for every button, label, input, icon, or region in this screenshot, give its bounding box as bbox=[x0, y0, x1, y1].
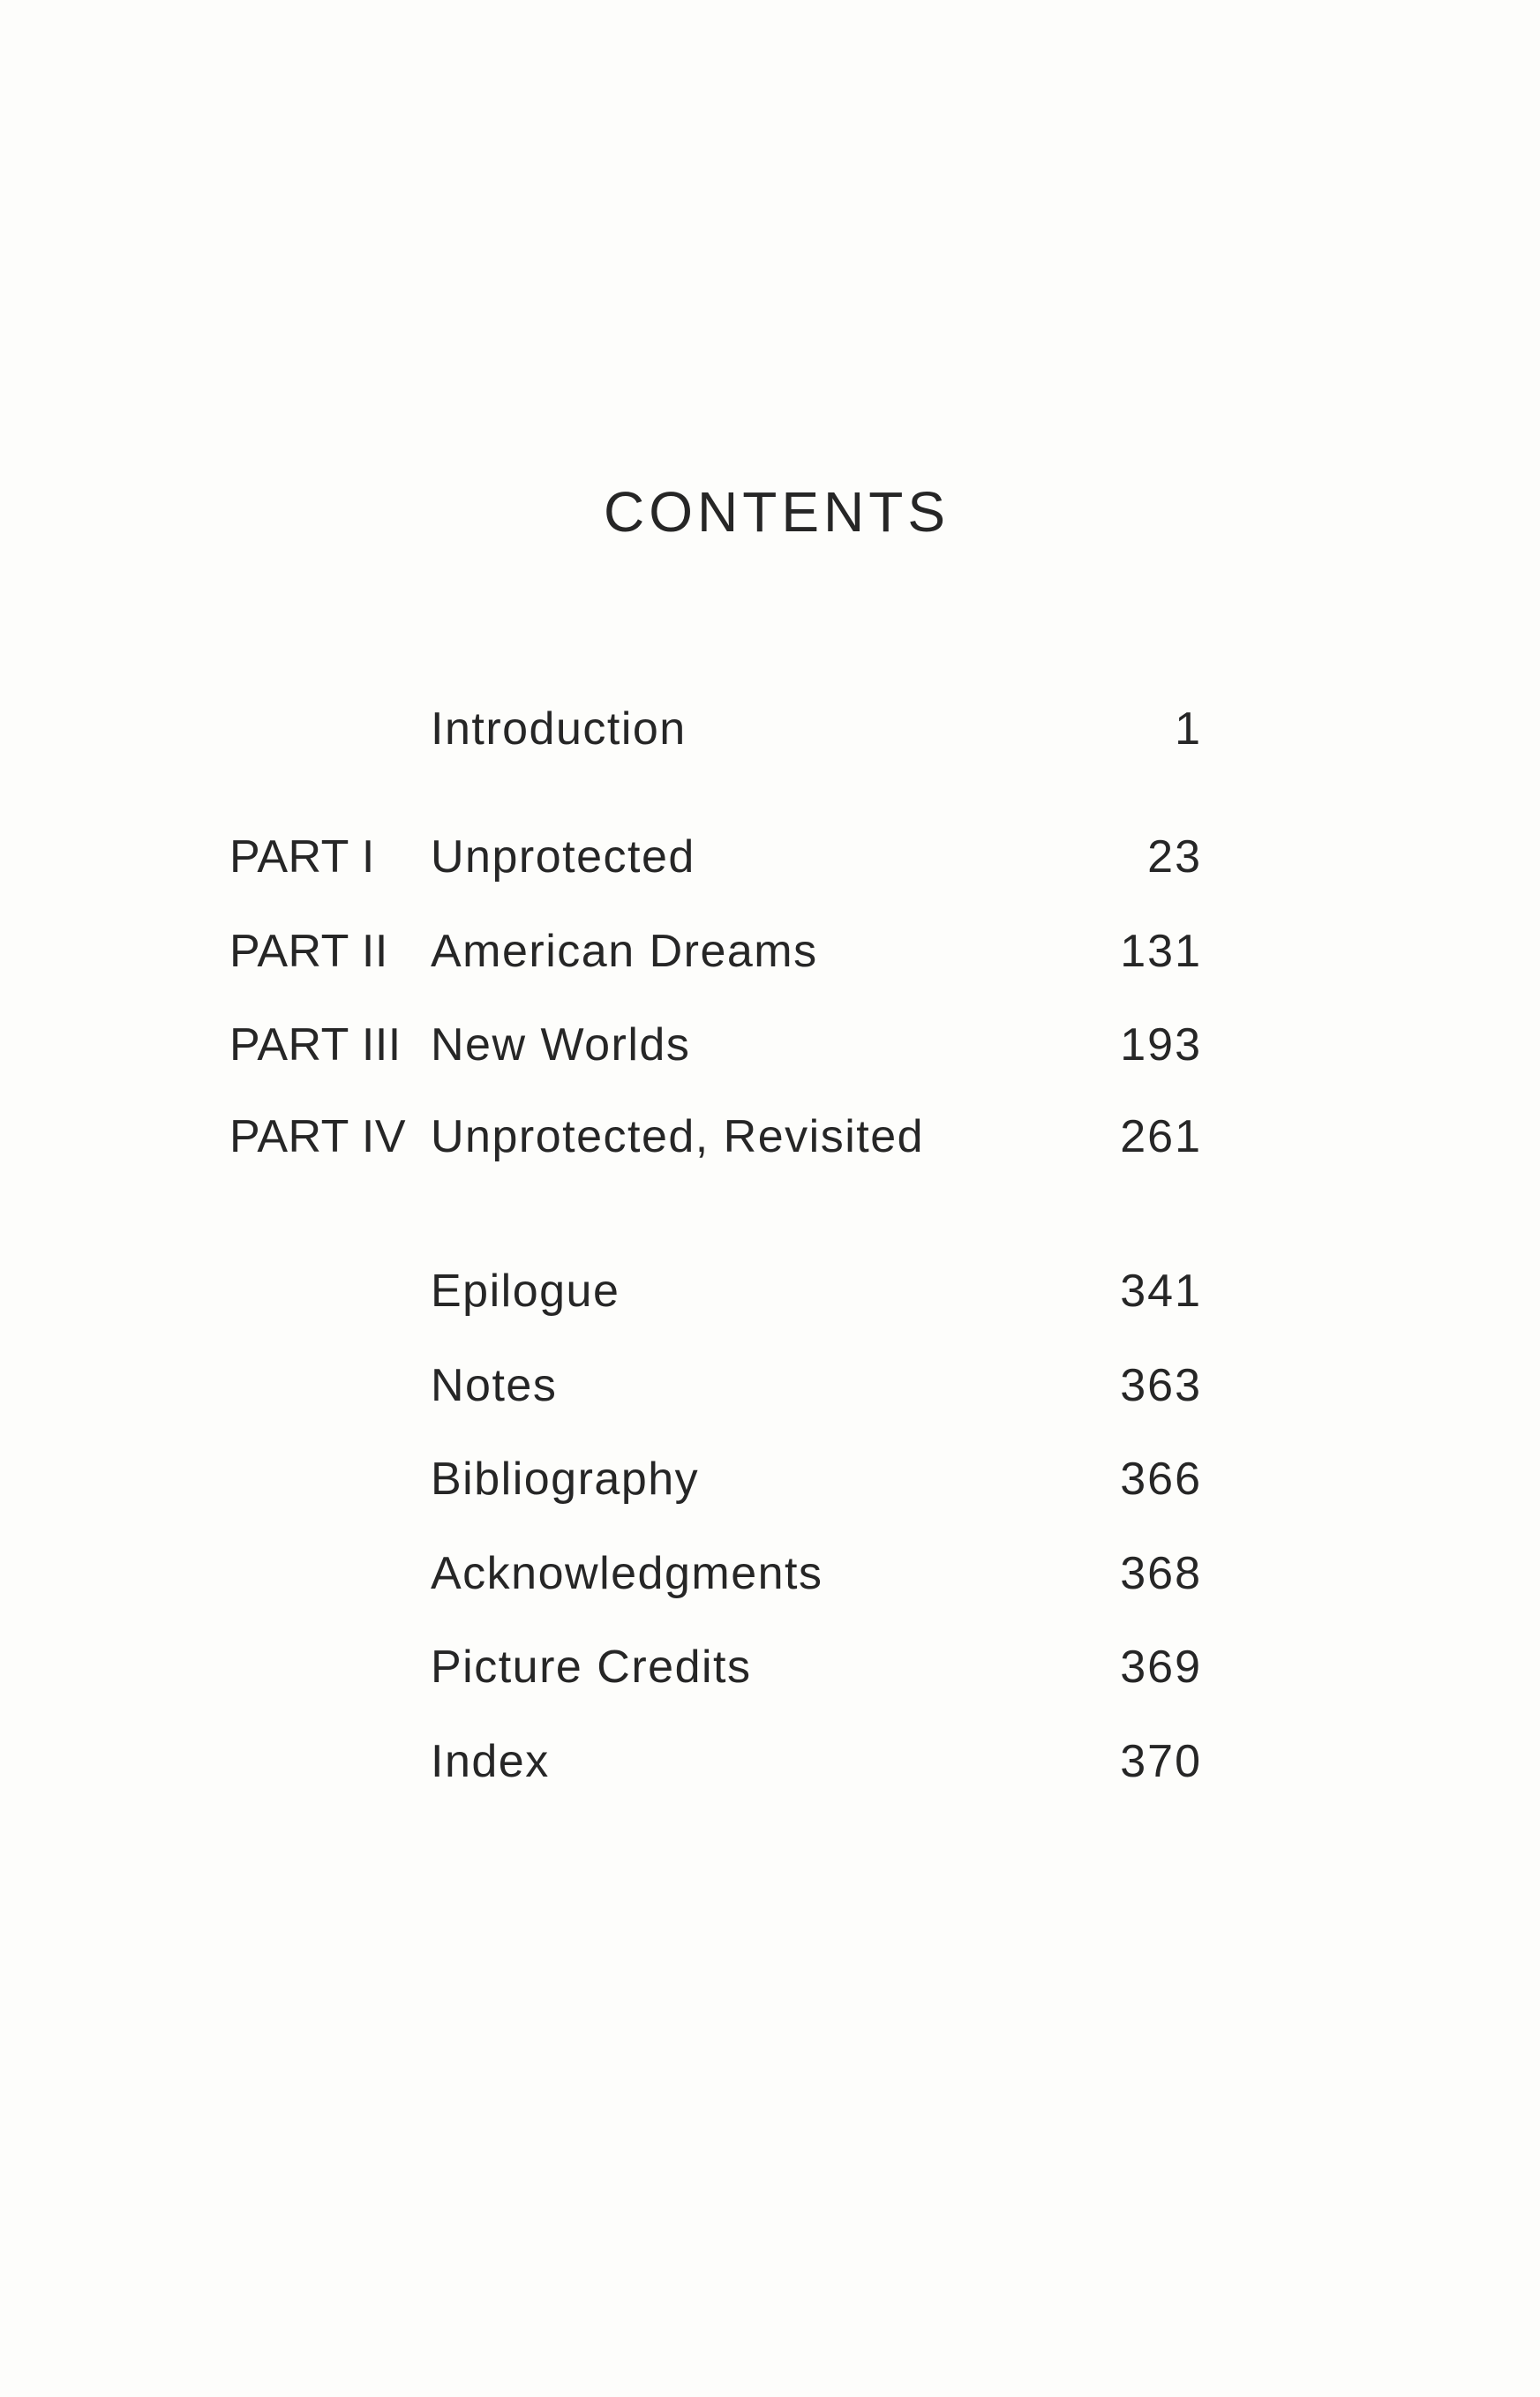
page-number: 341 bbox=[1120, 1266, 1202, 1317]
page-number: 261 bbox=[1120, 1111, 1202, 1162]
page-number: 1 bbox=[1175, 703, 1202, 755]
page-number: 363 bbox=[1120, 1360, 1202, 1411]
toc-entry bbox=[0, 1736, 1540, 1792]
entry-title: American Dreams bbox=[431, 926, 818, 977]
toc-entry bbox=[0, 1268, 1540, 1321]
page-number: 131 bbox=[1120, 926, 1202, 977]
entry-title: Picture Credits bbox=[431, 1642, 752, 1693]
entry-title: Notes bbox=[431, 1360, 558, 1411]
toc-entry bbox=[0, 1019, 1540, 1075]
entry-title: New Worlds bbox=[431, 1019, 691, 1071]
page-number: 368 bbox=[1120, 1548, 1202, 1599]
page-number: 370 bbox=[1120, 1736, 1202, 1787]
page-number: 193 bbox=[1120, 1019, 1202, 1071]
toc-entry bbox=[0, 1456, 1540, 1509]
entry-title: Acknowledgments bbox=[431, 1548, 823, 1599]
entry-title: Bibliography bbox=[431, 1454, 700, 1505]
part-label: PART III bbox=[229, 1019, 402, 1071]
entry-title: Unprotected bbox=[431, 831, 695, 883]
toc-entry bbox=[0, 1111, 1540, 1167]
entry-title: Epilogue bbox=[431, 1266, 620, 1317]
toc-entry bbox=[0, 831, 1540, 887]
entry-title: Introduction bbox=[431, 703, 687, 755]
part-label: PART I bbox=[229, 831, 375, 883]
part-label: PART IV bbox=[229, 1111, 407, 1162]
toc-entry bbox=[0, 703, 1540, 759]
toc-entry bbox=[0, 928, 1540, 981]
entry-title: Unprotected, Revisited bbox=[431, 1111, 925, 1162]
page-number: 366 bbox=[1120, 1454, 1202, 1505]
toc-entry bbox=[0, 1360, 1540, 1416]
part-label: PART II bbox=[229, 926, 388, 977]
page-number: 369 bbox=[1120, 1642, 1202, 1693]
page-number: 23 bbox=[1147, 831, 1202, 883]
toc-entry bbox=[0, 1644, 1540, 1697]
entry-title: Index bbox=[431, 1736, 550, 1787]
toc-entry bbox=[0, 1548, 1540, 1604]
page-title: CONTENTS bbox=[604, 480, 950, 544]
